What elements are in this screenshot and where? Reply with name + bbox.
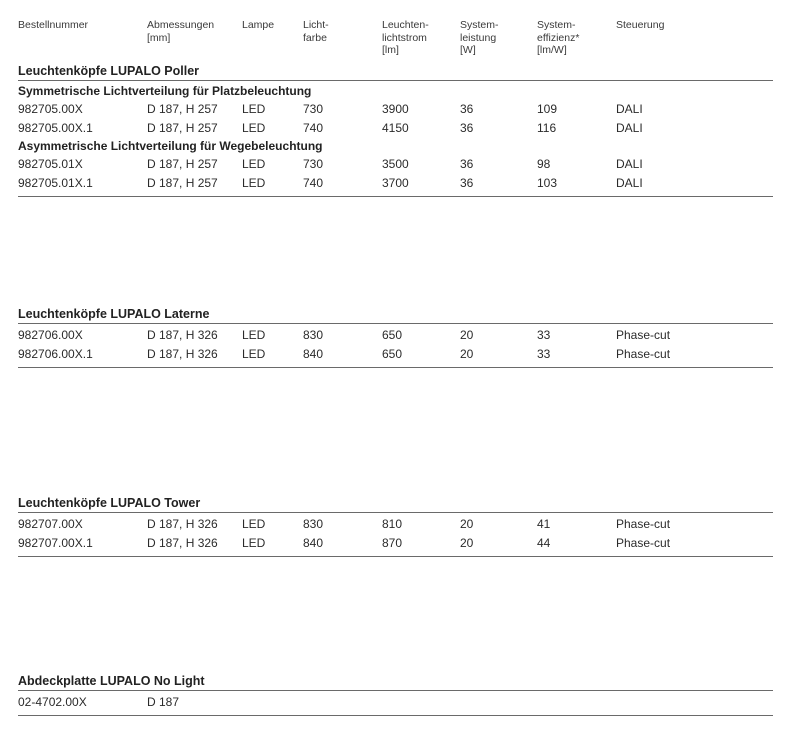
header-systemleistung: System- leistung [W] [460, 19, 499, 56]
section-poller [18, 64, 773, 197]
cell-abmessungen: D 187, H 326 [147, 517, 218, 531]
section-title: Leuchtenköpfe LUPALO Tower [18, 496, 201, 510]
cell-abmessungen: D 187, H 257 [147, 157, 218, 171]
header-lampe: Lampe [242, 19, 275, 31]
divider [18, 690, 773, 691]
cell-bestellnummer: 982705.01X.1 [18, 176, 93, 190]
header-lichtstrom: Leuchten- lichtstrom [lm] [382, 19, 429, 56]
cell-lampe: LED [242, 176, 266, 190]
section-nolight [18, 674, 773, 716]
cell-lichtstrom: 3500 [382, 157, 409, 171]
cell-lampe: LED [242, 102, 266, 116]
cell-steuerung: Phase-cut [616, 347, 671, 361]
cell-abmessungen: D 187, H 257 [147, 176, 218, 190]
cell-abmessungen: D 187, H 326 [147, 536, 218, 550]
cell-systemleistung: 20 [460, 517, 474, 531]
cell-systemeffizienz: 116 [537, 121, 557, 135]
divider [18, 556, 773, 557]
divider [18, 715, 773, 716]
header-systemeffizienz: System- effizienz* [lm/W] [537, 19, 580, 56]
cell-systemeffizienz: 33 [537, 328, 551, 342]
divider [18, 323, 773, 324]
cell-systemeffizienz: 103 [537, 176, 558, 190]
cell-lichtstrom: 3700 [382, 176, 409, 190]
table-row [18, 174, 773, 193]
row-group [18, 326, 773, 364]
cell-bestellnummer: 982706.00X.1 [18, 347, 93, 361]
cell-bestellnummer: 02-4702.00X [18, 695, 87, 709]
cell-lampe: LED [242, 328, 266, 342]
cell-systemeffizienz: 41 [537, 517, 551, 531]
table-row [18, 155, 773, 174]
cell-systemleistung: 20 [460, 536, 474, 550]
cell-systemeffizienz: 33 [537, 347, 551, 361]
section-title: Leuchtenköpfe LUPALO Laterne [18, 307, 210, 321]
divider [18, 80, 773, 81]
cell-lampe: LED [242, 121, 266, 135]
cell-abmessungen: D 187 [147, 695, 180, 709]
cell-lichtstrom: 650 [382, 328, 403, 342]
row-group [18, 693, 773, 712]
cell-lichtstrom: 870 [382, 536, 403, 550]
cell-lampe: LED [242, 517, 266, 531]
cell-bestellnummer: 982705.01X [18, 157, 83, 171]
cell-steuerung: DALI [616, 102, 643, 116]
cell-lampe: LED [242, 347, 266, 361]
cell-bestellnummer: 982705.00X [18, 102, 83, 116]
cell-abmessungen: D 187, H 326 [147, 328, 218, 342]
cell-steuerung: DALI [616, 176, 643, 190]
cell-lichtfarbe: 740 [303, 176, 324, 190]
divider [18, 512, 773, 513]
cell-lichtfarbe: 840 [303, 536, 324, 550]
row-group [18, 155, 773, 193]
cell-abmessungen: D 187, H 257 [147, 121, 218, 135]
divider [18, 367, 773, 368]
cell-steuerung: Phase-cut [616, 517, 671, 531]
cell-lichtstrom: 4150 [382, 121, 409, 135]
cell-steuerung: DALI [616, 157, 643, 171]
cell-systemleistung: 36 [460, 176, 474, 190]
header-abmessungen: Abmessungen [mm] [147, 19, 215, 44]
header-bestellnummer: Bestellnummer [18, 19, 89, 31]
cell-systemleistung: 36 [460, 157, 474, 171]
cell-steuerung: DALI [616, 121, 643, 135]
cell-systemleistung: 36 [460, 102, 474, 116]
section-tower [18, 496, 773, 557]
cell-lichtfarbe: 840 [303, 347, 324, 361]
section-laterne [18, 307, 773, 368]
cell-lichtfarbe: 830 [303, 328, 324, 342]
cell-lampe: LED [242, 157, 266, 171]
header-lichtfarbe: Licht- farbe [303, 19, 329, 44]
cell-abmessungen: D 187, H 326 [147, 347, 218, 361]
cell-lichtfarbe: 830 [303, 517, 324, 531]
table-row [18, 345, 773, 364]
table-header [0, 19, 800, 63]
divider [18, 196, 773, 197]
cell-bestellnummer: 982707.00X.1 [18, 536, 93, 550]
cell-bestellnummer: 982707.00X [18, 517, 83, 531]
cell-steuerung: Phase-cut [616, 328, 671, 342]
table-row [18, 693, 773, 712]
table-row [18, 326, 773, 345]
row-group [18, 515, 773, 553]
subsection-title: Symmetrische Lichtverteilung für Platzbeleuchtung [18, 84, 312, 98]
cell-lichtfarbe: 740 [303, 121, 324, 135]
cell-systemeffizienz: 44 [537, 536, 551, 550]
table-row [18, 100, 773, 119]
cell-systemleistung: 36 [460, 121, 474, 135]
cell-abmessungen: D 187, H 257 [147, 102, 218, 116]
subsection-title: Asymmetrische Lichtverteilung für Wegebeleuchtung [18, 139, 323, 153]
cell-lichtfarbe: 730 [303, 102, 324, 116]
cell-systemleistung: 20 [460, 347, 474, 361]
cell-systemeffizienz: 98 [537, 157, 551, 171]
section-title: Abdeckplatte LUPALO No Light [18, 674, 205, 688]
row-group [18, 100, 773, 138]
cell-lichtfarbe: 730 [303, 157, 324, 171]
table-row [18, 534, 773, 553]
cell-lichtstrom: 650 [382, 347, 403, 361]
cell-bestellnummer: 982705.00X.1 [18, 121, 93, 135]
table-row [18, 515, 773, 534]
cell-lichtstrom: 810 [382, 517, 403, 531]
cell-systemeffizienz: 109 [537, 102, 558, 116]
cell-steuerung: Phase-cut [616, 536, 671, 550]
cell-lichtstrom: 3900 [382, 102, 409, 116]
header-steuerung: Steuerung [616, 19, 665, 31]
section-title: Leuchtenköpfe LUPALO Poller [18, 64, 200, 78]
cell-lampe: LED [242, 536, 266, 550]
table-row [18, 119, 773, 138]
cell-bestellnummer: 982706.00X [18, 328, 83, 342]
cell-systemleistung: 20 [460, 328, 474, 342]
